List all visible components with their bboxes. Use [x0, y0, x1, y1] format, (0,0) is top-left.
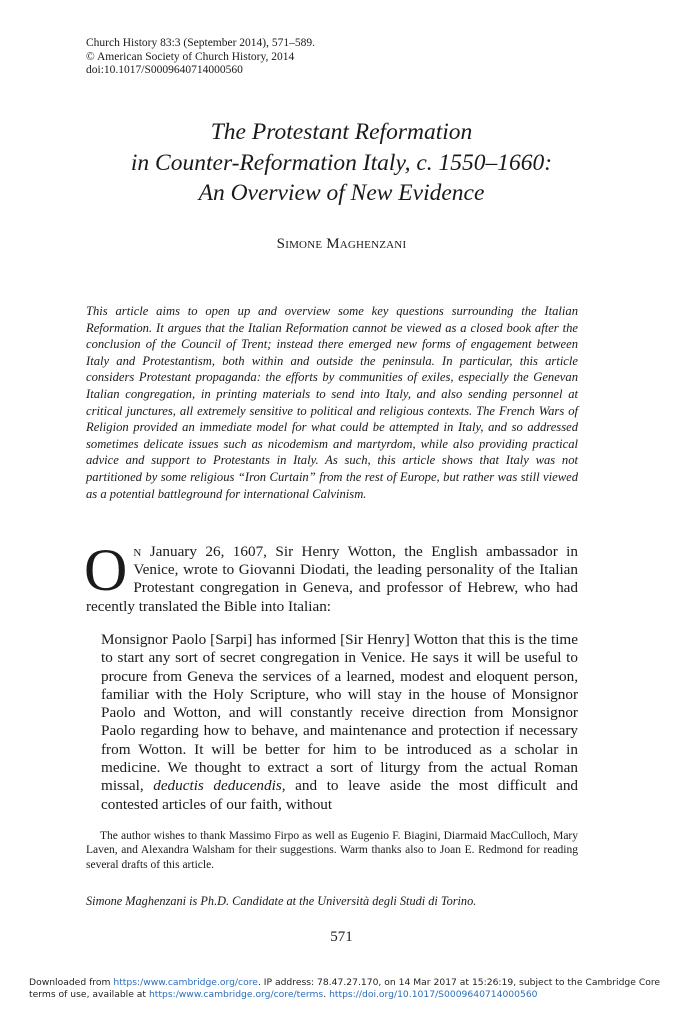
article-title	[60, 117, 623, 209]
copyright-line: © American Society of Church History, 2014	[86, 50, 295, 63]
citation-line: Church History 83:3 (September 2014), 571–589.	[86, 37, 316, 49]
block-quote	[101, 631, 578, 814]
title-line-1: The Protestant Reformation	[210, 119, 473, 145]
title-line-2: in Counter-Reformation Italy, c. 1550–1660:	[130, 149, 553, 176]
drop-cap: O	[84, 537, 128, 603]
body-text: January 26, 1607, Sir Henry Wotton, the English ambassador in Venice, wrote to Giovanni Diodati, the leading personality of the Italian Protestant congregation in Geneva, and professor of Hebrew, who had recently translated the Bible into Italian:	[86, 543, 578, 615]
author-bio: Simone Maghenzani is Ph.D. Candidate at the Università degli Studi di Torino.	[86, 894, 477, 908]
abstract: This article aims to open up and overview some key questions surrounding the Italian Reformation. It argues that the Italian Reformation cannot be viewed as a closed book after the conclusion of the Council of Trent; instead there emerged new forms of engagement between Italy and Protestantism, both within and outside the peninsula. In particular, this article considers Protestant propaganda: the efforts by communities of exiles, especially the Genevan Italian congregation, in printing materials to send into Italy, and also sending personnel at critical junctures, all extremely sensitive to political and religious contexts. The French Wars of Religion provided an immediate model for what could be attempted in Italy, and so addressed sometimes delicate issues such as nicodemism and martyrdom, while also providing practical advice and support to Protestants in Italy. As such, this article shows that Italy was not partitioned by some religious “Iron Curtain” from the rest of Europe, but rather was still viewed as a potential battleground for international Calvinism.	[86, 304, 578, 501]
acknowledgement-footnote: The author wishes to thank Massimo Firpo as well as Eugenio F. Biagini, Diarmaid MacCulloch, Mary Laven, and Alexandra Walsham for their suggestions. Warm thanks also to Joan E. Redmond for reading several drafts of this article.	[86, 830, 578, 871]
doi-link[interactable]: https://doi.org/10.1017/S0009640714000560	[329, 989, 538, 1001]
body-paragraph	[84, 537, 578, 616]
footer-text-4: .	[323, 989, 330, 1001]
doi-line: doi:10.1017/S0009640714000560	[86, 64, 243, 77]
page-number: 571	[330, 929, 353, 945]
journal-metadata	[86, 37, 315, 78]
download-footer	[29, 977, 669, 1001]
author-name-text: Simone Maghenzani	[276, 236, 407, 252]
quote-text-2: and to leave aside the most difficult and contested articles of our faith, without	[101, 777, 579, 813]
footer-text-2: . IP address: 78.47.27.170, on 14 Mar 2017 at 15:26:19, subject to the Cambridge Core	[257, 977, 661, 988]
title-line-3: An Overview of New Evidence	[198, 180, 485, 206]
terms-link[interactable]: https:/www.cambridge.org/core/terms	[148, 989, 324, 1001]
quote-italic: deductis deducendis,	[153, 777, 286, 795]
author-name	[0, 236, 683, 253]
quote-text-1: Monsignor Paolo [Sarpi] has informed [Sir Henry] Wotton that this is the time to start any sort of secret congregation in Venice. He says it will be useful to procure from Geneva the services of a learned, modest and eloquent person, familiar with the Holy Scripture, who will stay in the house of Monsignor Paolo and Wotton, and will constantly receive direction from Monsignor Paolo regarding how to behave, and maintenance and protection if necessary from Wotton. It will be better for him to be introduced as a scholar in medicine. We thought to extract a sort of liturgy from the actual Roman missal,	[101, 631, 578, 795]
small-caps-lead: n	[133, 543, 142, 560]
footer-text-1: Downloaded from	[29, 977, 114, 988]
cambridge-core-link[interactable]: https:/www.cambridge.org/core	[113, 977, 258, 988]
footer-text-3: terms of use, available at	[29, 989, 149, 1001]
